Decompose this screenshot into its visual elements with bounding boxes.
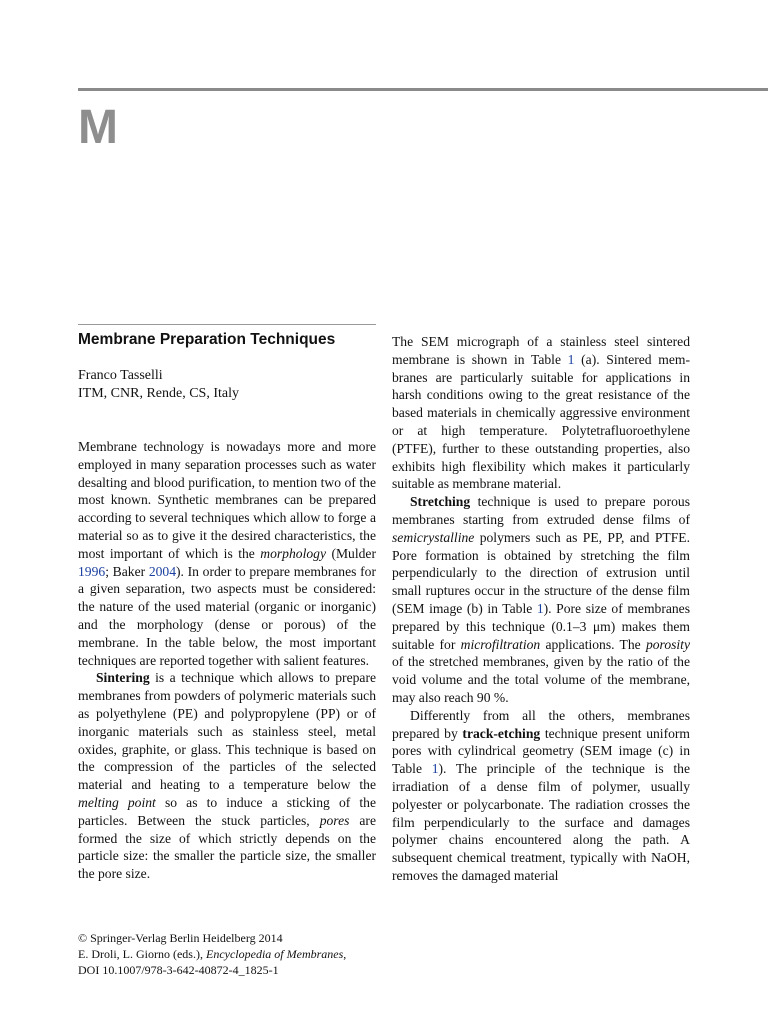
doi-line: DOI 10.1007/978-3-642-40872-4_1825-1	[78, 963, 279, 977]
term-stretching: Stretching	[410, 494, 471, 510]
citation-line: E. Droli, L. Giorno (eds.), Encyclopedia of Membranes,	[78, 947, 347, 961]
citation-link-baker[interactable]: 2004	[148, 563, 177, 579]
author-block	[78, 367, 239, 403]
term-porosity: porosity	[645, 636, 690, 652]
paragraph-stretching: Stretching technique is used to prepare porous membranes starting from extruded dense films of semicrystalline polymers such as PE, PP, and PTFE. Pore formation is obtained by stretching the film perpendicularly to the direction of extrusion until small ruptures occur in the structure of the dense film (SEM image (b) in Table 1). Pore size of membranes prepared by this technique (0.1–3 μm) makes them suitable for microfiltration applications. The porosity of the stretched membranes, given by the ratio of the void volume and the total volume of the membrane, may also reach 90 %.	[392, 494, 691, 705]
book-title: Encyclopedia of Membranes	[205, 947, 344, 961]
term-melting-point: melting point	[78, 794, 156, 810]
footer	[78, 930, 346, 978]
paragraph-track-etching: Differently from all the others, membranes prepared by track-etching technique present uniform pores with cylindrical geometry (SEM image (c) in Table 1). The principle of the technique is the irradiation of a dense film of polymer, usually polyester or polycarbonate. The radiation crosses the film perpendicularly to the surface and damages polymer chains encountered along the path. A subsequent chemical treatment, typically with NaOH, removes the damaged material	[392, 707, 691, 883]
left-column	[78, 438, 376, 883]
right-column	[392, 333, 690, 885]
paragraph-intro: Membrane technology is nowadays more and more employed in many separation processes such as water desalting and blood purification, to mention two of the most known. Synthetic membranes can be prepared according to several techniques which allow to forge a material so as to give it the desired characteristics, the most important of which is the morphology (Mulder 1996; Baker 2004). In order to prepare membranes for a given separation, two aspects must be considered: the nature of the used material (organic or inorganic) and the morphology (dense or porous) of the membrane. In the table below, the most important techniques are reported together with salient features.	[78, 439, 376, 668]
paragraph-sem: The SEM micrograph of a stainless steel sintered membrane is shown in Table 1 (a). Sintered membranes are particularly suitable for applications in harsh conditions owing to the great resistance of the based materials in chemically aggressive environment or at high temperature. Polytetrafluoroethylene (PTFE), further to these outstanding properties, also exhibits high flexibility which makes it particularly suitable as membrane material.	[392, 334, 690, 492]
term-morphology: morphology	[260, 545, 326, 561]
term-semicrystalline: semicrystalline	[392, 529, 475, 545]
title-rule	[78, 324, 376, 325]
term-microfiltration: microfiltration	[460, 636, 541, 652]
entry-title: Membrane Preparation Techniques	[78, 331, 336, 348]
term-pores: pores	[319, 812, 350, 828]
copyright-line: © Springer-Verlag Berlin Heidelberg 2014	[78, 931, 283, 945]
header-rule	[78, 88, 768, 91]
citation-link-mulder[interactable]: 1996	[78, 563, 106, 579]
term-sintering: Sintering	[96, 670, 150, 686]
author-name: Franco Tasselli	[78, 368, 163, 383]
section-letter: M	[78, 101, 117, 154]
paragraph-sintering: Sintering is a technique which allows to prepare membranes from powders of polymeric materials such as polyethylene (PE) and polypropylene (PP) or of inorganic materials such as stainless steel, metal oxides, graphite, or glass. This technique is based on the compression of the particles of the selected material and heating to a temperature below the melting point so as to induce a sticking of the particles. Between the stuck particles, pores are formed the size of which strictly depends on the particle size: the smaller the particle size, the smaller the pore size.	[78, 670, 376, 882]
term-track-etching: track-etching	[462, 725, 541, 741]
table-link-1[interactable]: 1	[567, 351, 575, 367]
author-affiliation: ITM, CNR, Rende, CS, Italy	[78, 386, 239, 401]
table-link-1[interactable]: 1	[431, 761, 439, 777]
table-link-1[interactable]: 1	[536, 600, 544, 616]
